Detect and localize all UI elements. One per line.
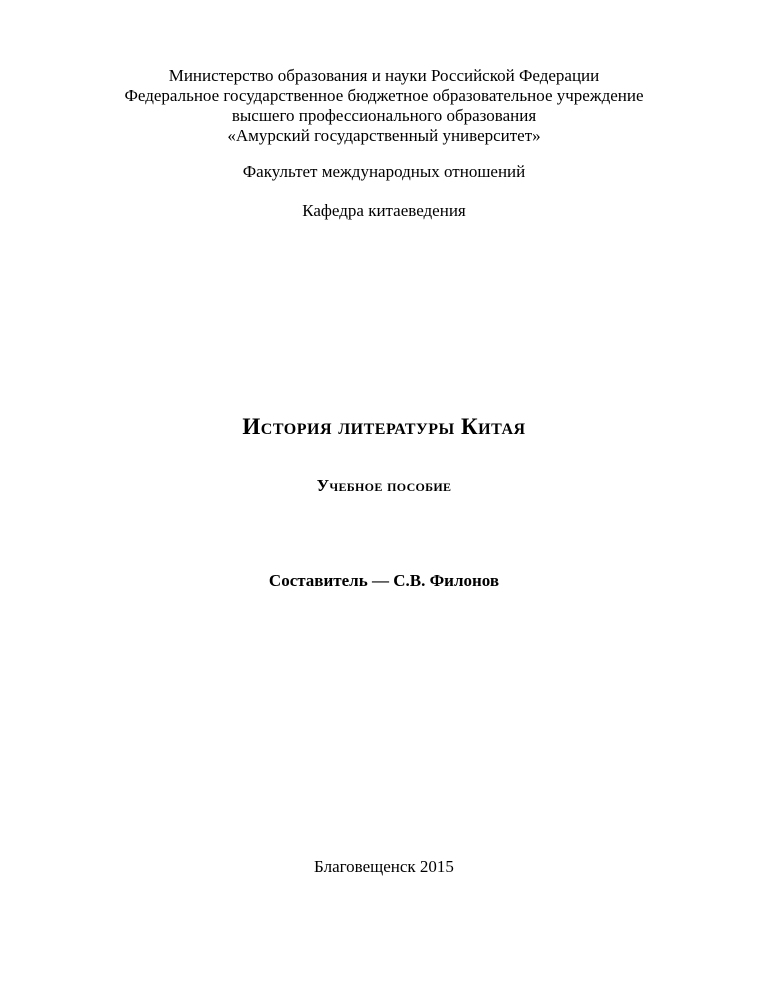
ministry-line: Министерство образования и науки Российской Федерации (168, 66, 600, 85)
document-title: История литературы Китая (242, 414, 526, 439)
imprint-line: Благовещенск 2015 (314, 857, 454, 876)
university-line: «Амурский государственный университет» (227, 126, 541, 145)
faculty-line: Факультет международных отношений (242, 162, 526, 181)
author-line: Составитель — С.В. Филонов (268, 571, 500, 590)
institution-header (0, 66, 768, 146)
department-line: Кафедра китаеведения (302, 201, 466, 220)
institution-type-line: Федеральное государственное бюджетное образовательное учреждение (124, 86, 644, 105)
document-subtitle: Учебное пособие (316, 476, 452, 495)
institution-level-line: высшего профессионального образования (231, 106, 537, 125)
